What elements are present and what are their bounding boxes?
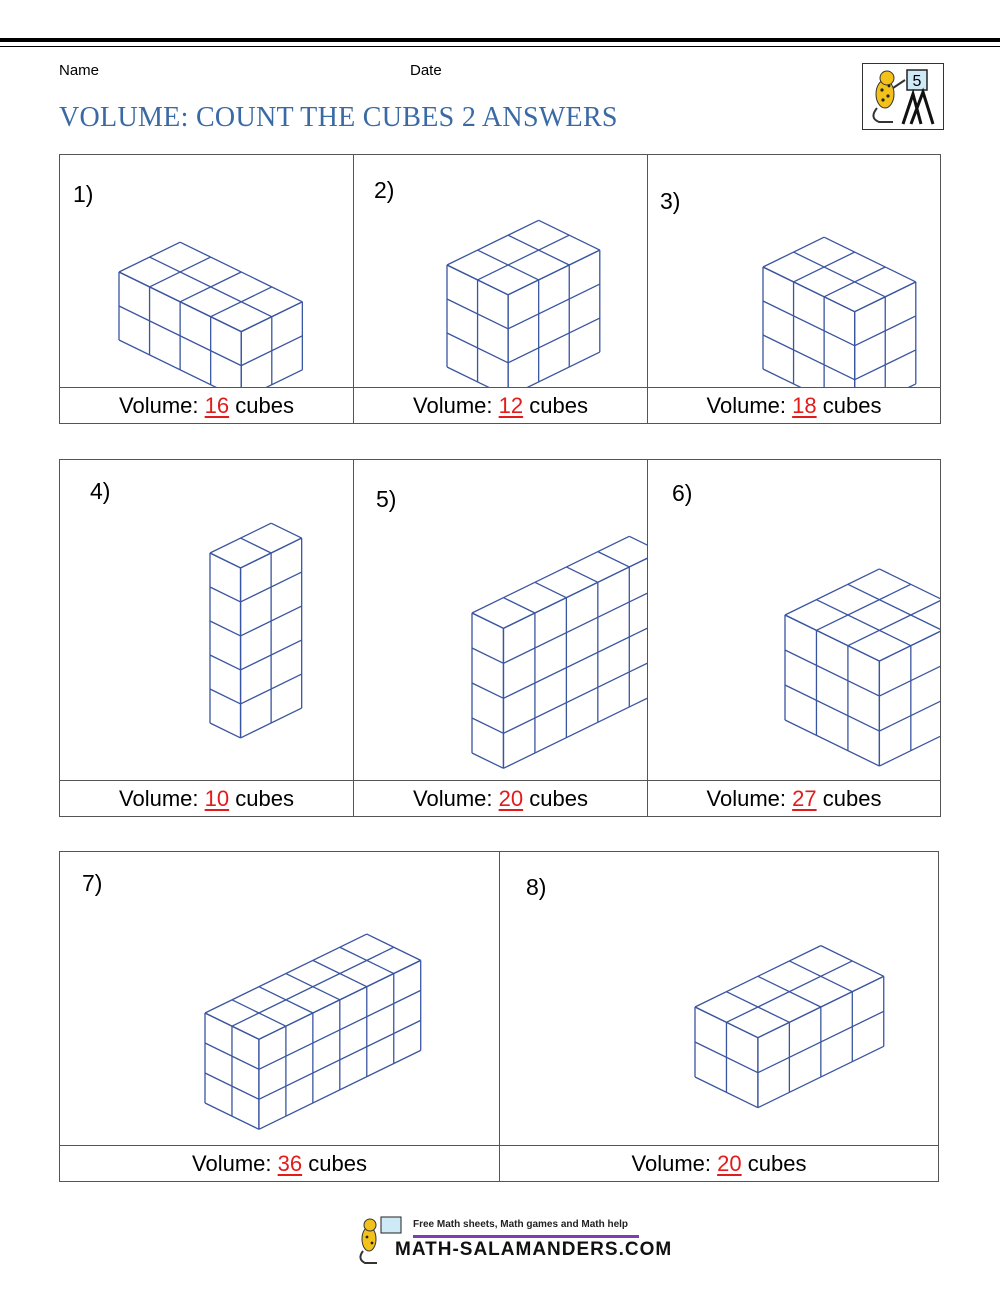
volume-value: 20	[498, 786, 524, 811]
volume-label: Volume:	[192, 1151, 272, 1176]
salamander-logo	[862, 63, 944, 130]
cube-edge	[472, 613, 503, 628]
cube-edge	[210, 553, 241, 568]
problem-3-number: 3)	[660, 188, 681, 214]
cube-edge	[241, 538, 272, 553]
top-rule-thin	[0, 46, 1000, 47]
cube-edge	[794, 252, 886, 297]
cube-edge	[879, 615, 940, 661]
cube-edge	[472, 753, 503, 768]
cube-figure-6	[648, 460, 940, 780]
cube-edge	[447, 220, 539, 265]
problem-8-answer	[500, 1145, 938, 1181]
cube-edge	[472, 718, 503, 733]
problem-7-answer	[60, 1145, 499, 1181]
cube-edge	[816, 600, 910, 646]
cube-figure-2	[354, 155, 648, 387]
page-title: VOLUME: COUNT THE CUBES 2 ANSWERS	[59, 102, 618, 133]
cube-edge	[763, 267, 855, 312]
volume-value: 27	[792, 786, 817, 811]
volume-label: Volume:	[413, 393, 493, 418]
cube-edge	[472, 648, 503, 663]
logo-grade: 5	[912, 73, 922, 90]
volume-unit: cubes	[235, 786, 294, 811]
cube-edge	[478, 235, 570, 280]
cube-edge	[763, 335, 855, 380]
problem-8	[500, 852, 938, 1181]
footer-tagline: Free Math sheets, Math games and Math help	[413, 1219, 629, 1230]
problem-3	[648, 155, 940, 423]
volume-value: 10	[204, 786, 230, 811]
cube-edge	[503, 552, 648, 629]
problem-row-3	[59, 851, 939, 1182]
cube-edge	[824, 237, 916, 282]
cube-edge	[566, 567, 597, 582]
problem-1-answer	[60, 387, 353, 423]
cube-edge	[271, 523, 302, 538]
volume-label: Volume:	[706, 393, 787, 418]
cube-figure-1	[60, 155, 354, 387]
cube-figure-4	[60, 460, 354, 780]
cube-edge	[508, 352, 600, 387]
problem-1	[60, 155, 354, 423]
cube-edge	[763, 301, 855, 346]
problem-2-answer	[354, 387, 647, 423]
cube-figure-3	[648, 155, 940, 387]
volume-label: Volume:	[413, 786, 493, 811]
cube-figure-8	[500, 852, 938, 1145]
salamander-logo-icon	[863, 64, 943, 129]
cube-figure-5	[354, 460, 648, 780]
cube-edge	[785, 615, 879, 661]
cube-edge	[210, 587, 241, 602]
problem-2-number: 2)	[374, 177, 395, 203]
volume-unit: cubes	[235, 393, 294, 418]
problem-6-number: 6)	[672, 480, 693, 506]
problem-2	[354, 155, 648, 423]
problem-5-number: 5)	[376, 486, 397, 512]
problem-row-1	[59, 154, 941, 424]
cube-edge	[508, 318, 600, 363]
cube-edge	[508, 284, 600, 329]
cube-edge	[816, 584, 910, 630]
problem-4	[60, 460, 354, 816]
cube-edge	[508, 250, 600, 295]
cube-edge	[535, 582, 566, 597]
cube-edge	[503, 622, 648, 699]
volume-value: 20	[717, 1151, 742, 1176]
footer-site-name: MATH-SALAMANDERS.COM	[395, 1239, 673, 1260]
cube-edge	[472, 536, 629, 613]
volume-value: 36	[277, 1151, 303, 1176]
volume-unit: cubes	[822, 393, 882, 418]
footer-underline	[413, 1235, 639, 1238]
cube-edge	[503, 587, 648, 664]
cube-edge	[210, 655, 241, 670]
cube-edge	[785, 569, 879, 615]
problem-3-answer	[648, 387, 940, 423]
cube-edge	[785, 650, 879, 696]
volume-label: Volume:	[631, 1151, 712, 1176]
cube-edge	[503, 598, 534, 613]
problem-1-number: 1)	[73, 181, 94, 207]
cube-edge	[210, 689, 241, 704]
name-label: Name	[59, 62, 100, 79]
problem-5	[354, 460, 648, 816]
volume-value: 16	[204, 393, 230, 418]
cube-edge	[763, 369, 855, 387]
problem-6-answer	[648, 780, 940, 816]
top-rule	[0, 38, 1000, 42]
problem-7-number: 7)	[82, 870, 103, 896]
cube-figure-7	[60, 852, 500, 1145]
volume-value: 12	[498, 393, 524, 418]
volume-label: Volume:	[119, 393, 199, 418]
cube-edge	[879, 615, 940, 661]
cube-edge	[210, 621, 241, 636]
volume-unit: cubes	[822, 786, 882, 811]
cube-edge	[503, 657, 648, 734]
problem-6	[648, 460, 940, 816]
volume-label: Volume:	[119, 786, 199, 811]
cube-edge	[598, 552, 629, 567]
cube-edge	[503, 552, 648, 629]
volume-unit: cubes	[747, 1151, 807, 1176]
cube-edge	[150, 257, 272, 317]
cube-edge	[472, 683, 503, 698]
problem-4-number: 4)	[90, 478, 111, 504]
cube-edge	[785, 685, 879, 731]
problem-row-2	[59, 459, 941, 817]
volume-unit: cubes	[308, 1151, 367, 1176]
volume-unit: cubes	[529, 393, 588, 418]
problem-7	[60, 852, 500, 1181]
date-label: Date	[410, 62, 442, 79]
cube-edge	[879, 569, 940, 615]
volume-label: Volume:	[706, 786, 787, 811]
volume-unit: cubes	[529, 786, 588, 811]
volume-value: 18	[792, 393, 817, 418]
cube-edge	[629, 536, 648, 551]
problem-5-answer	[354, 780, 647, 816]
problem-8-number: 8)	[526, 874, 547, 900]
cube-edge	[210, 723, 241, 738]
cube-edge	[503, 692, 648, 769]
cube-edge	[785, 720, 879, 766]
problem-4-answer	[60, 780, 353, 816]
footer-logo	[355, 1215, 673, 1265]
